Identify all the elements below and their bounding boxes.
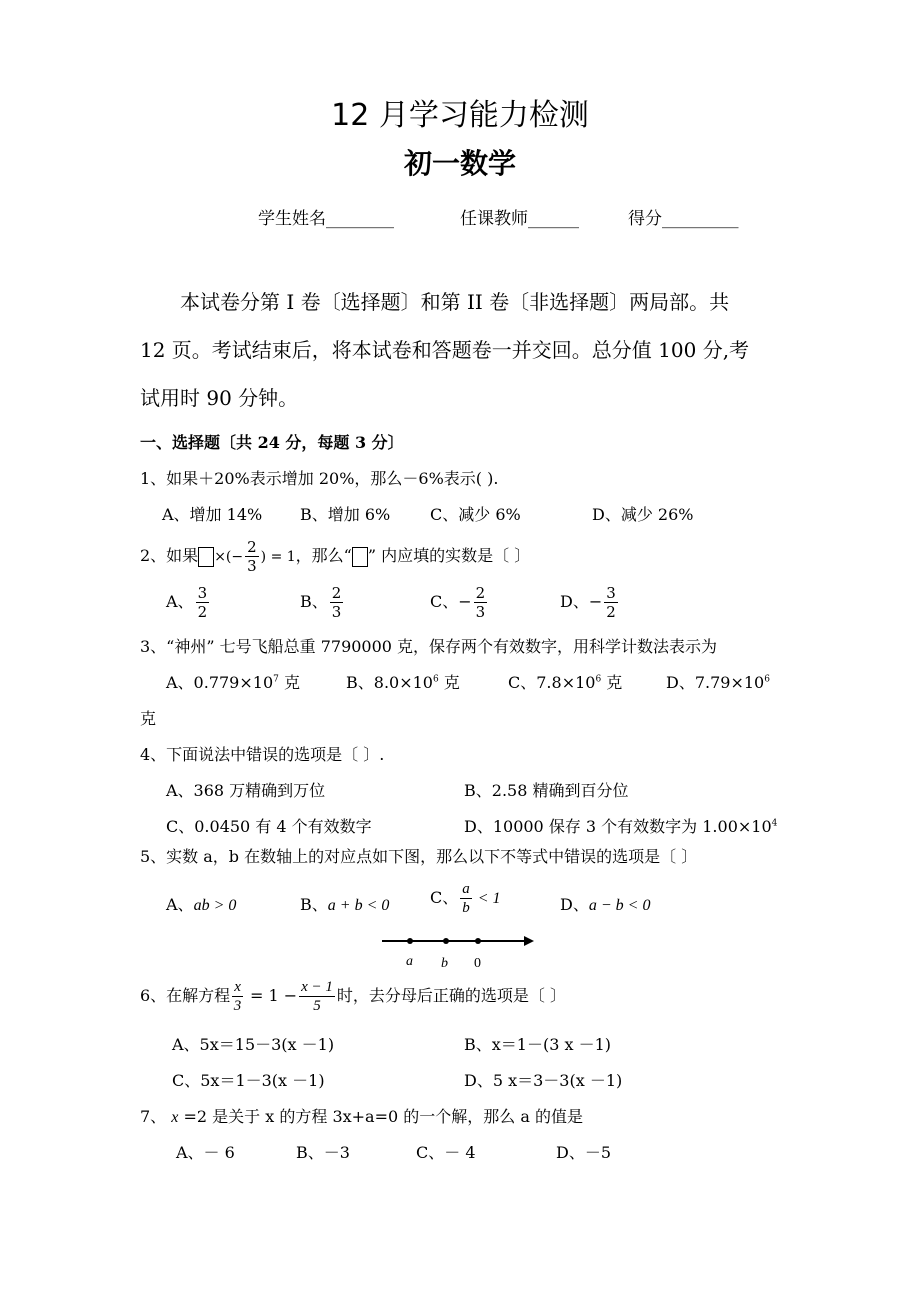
answer-box xyxy=(198,547,214,567)
number-line xyxy=(378,928,542,972)
q1-option-a[interactable]: A、增加 14% xyxy=(162,505,263,524)
q1-option-d[interactable]: D、减少 26% xyxy=(592,505,694,524)
q3-option-c[interactable]: C、$7.8\times 10^6$ 克 xyxy=(508,673,623,692)
q5-option-b[interactable]: B、a + b < 0 xyxy=(300,895,390,914)
section-heading: 一、选择题〔共 24 分，每题 3 分〕 xyxy=(140,433,404,452)
score-field[interactable]: 得分_________ xyxy=(628,209,739,229)
q4-option-d[interactable]: D、10000 保存 3 个有效数字为 $1.00\times 10^4$ xyxy=(464,817,778,836)
axis-label-zero: 0 xyxy=(474,956,481,971)
q6-option-a[interactable]: A、5x＝15－3(x －1) xyxy=(172,1035,335,1054)
intro-line-2: 12 页。考试结束后，将本试卷和答题卷一并交回。总分值 100 分,考 xyxy=(140,338,750,362)
q6-option-c[interactable]: C、5x＝1－3(x －1) xyxy=(172,1071,325,1090)
q2-suffix2: ” 内应填的实数是〔 〕 xyxy=(367,546,531,565)
intro-line-3: 试用时 90 分钟。 xyxy=(140,386,299,410)
q2-option-a[interactable]: A、 $\frac{3}{2}$ xyxy=(166,584,208,621)
answer-box-inline xyxy=(352,547,368,567)
q7-option-d[interactable]: D、－5 xyxy=(556,1143,612,1162)
question-3-stem: 3、“神州” 七号飞船总重 7790000 克，保存两个有效数字，用科学计数法表示为 xyxy=(140,637,718,656)
q7-option-c[interactable]: C、－ 4 xyxy=(416,1143,476,1162)
point-zero xyxy=(475,938,481,944)
q5-option-c[interactable]: C、 $\frac{a}{b}$ < 1 xyxy=(430,881,501,916)
q1-option-b[interactable]: B、增加 6% xyxy=(300,505,391,524)
question-5-stem: 5、实数 a，b 在数轴上的对应点如下图，那么以下不等式中错误的选项是〔 〕 xyxy=(140,847,698,866)
question-1-stem: 1、如果＋20%表示增加 20%，那么－6%表示( ). xyxy=(140,469,499,488)
q2-fraction: $\frac{2}{3}$ xyxy=(247,538,257,575)
question-4-stem: 4、下面说法中错误的选项是〔 〕. xyxy=(140,745,385,764)
axis-arrow xyxy=(524,936,534,946)
axis-label-b: b xyxy=(441,956,448,971)
q4-option-c[interactable]: C、0.0450 有 4 个有效数字 xyxy=(166,817,372,836)
q2-option-c[interactable]: C、− $\frac{2}{3}$ xyxy=(430,584,486,621)
q2-option-b[interactable]: B、 $\frac{2}{3}$ xyxy=(300,584,342,621)
q6-option-d[interactable]: D、5 x＝3－3(x －1) xyxy=(464,1071,623,1090)
q3-option-b[interactable]: B、$8.0\times 10^6$ 克 xyxy=(346,673,460,692)
q4-option-b[interactable]: B、2.58 精确到百分位 xyxy=(464,781,629,800)
point-b xyxy=(443,938,449,944)
q7-option-a[interactable]: A、－ 6 xyxy=(176,1143,235,1162)
exam-title: 12 月学习能力检测 xyxy=(331,98,589,133)
point-a xyxy=(407,938,413,944)
q3-option-a[interactable]: A、$0.779\times 10^7$ 克 xyxy=(166,673,300,692)
q2-eq: ) = 1 xyxy=(260,549,296,565)
q2-suffix: ，那么“ xyxy=(295,546,352,565)
q1-option-c[interactable]: C、减少 6% xyxy=(430,505,521,524)
student-name-field[interactable]: 学生姓名________ xyxy=(258,209,394,229)
q6-option-b[interactable]: B、x＝1－(3 x －1) xyxy=(464,1035,612,1054)
q4-option-a[interactable]: A、368 万精确到万位 xyxy=(166,781,326,800)
q2-times: ×(− xyxy=(214,549,244,565)
question-2-stem xyxy=(140,538,530,575)
q5-option-a[interactable]: A、ab > 0 xyxy=(166,895,237,914)
question-6-stem: 6、在解方程 $\frac{x}{3}$ = 1 − $\frac{x - 1}{5}$ 时，去分母后正确的选项是〔 〕 xyxy=(140,979,566,1014)
axis-label-a: a xyxy=(406,954,413,969)
q3-option-d-unit: 克 xyxy=(140,709,157,728)
intro-line-1: 本试卷分第 I 卷〔选择题〕和第 II 卷〔非选择题〕两局部。共 xyxy=(180,290,730,314)
subject-title: 初一数学 xyxy=(403,147,516,180)
q3-option-d[interactable]: D、$7.79\times 10^6$ xyxy=(666,673,770,692)
q2-prefix: 2、如果 xyxy=(140,546,199,565)
teacher-field[interactable]: 任课教师______ xyxy=(460,209,579,229)
q2-option-d[interactable]: D、− $\frac{3}{2}$ xyxy=(560,584,616,621)
question-7-stem: 7、 x =2 是关于 x 的方程 3x+a=0 的一个解，那么 a 的值是 xyxy=(140,1107,583,1126)
q5-option-d[interactable]: D、a − b < 0 xyxy=(560,895,651,914)
q7-option-b[interactable]: B、－3 xyxy=(296,1143,350,1162)
